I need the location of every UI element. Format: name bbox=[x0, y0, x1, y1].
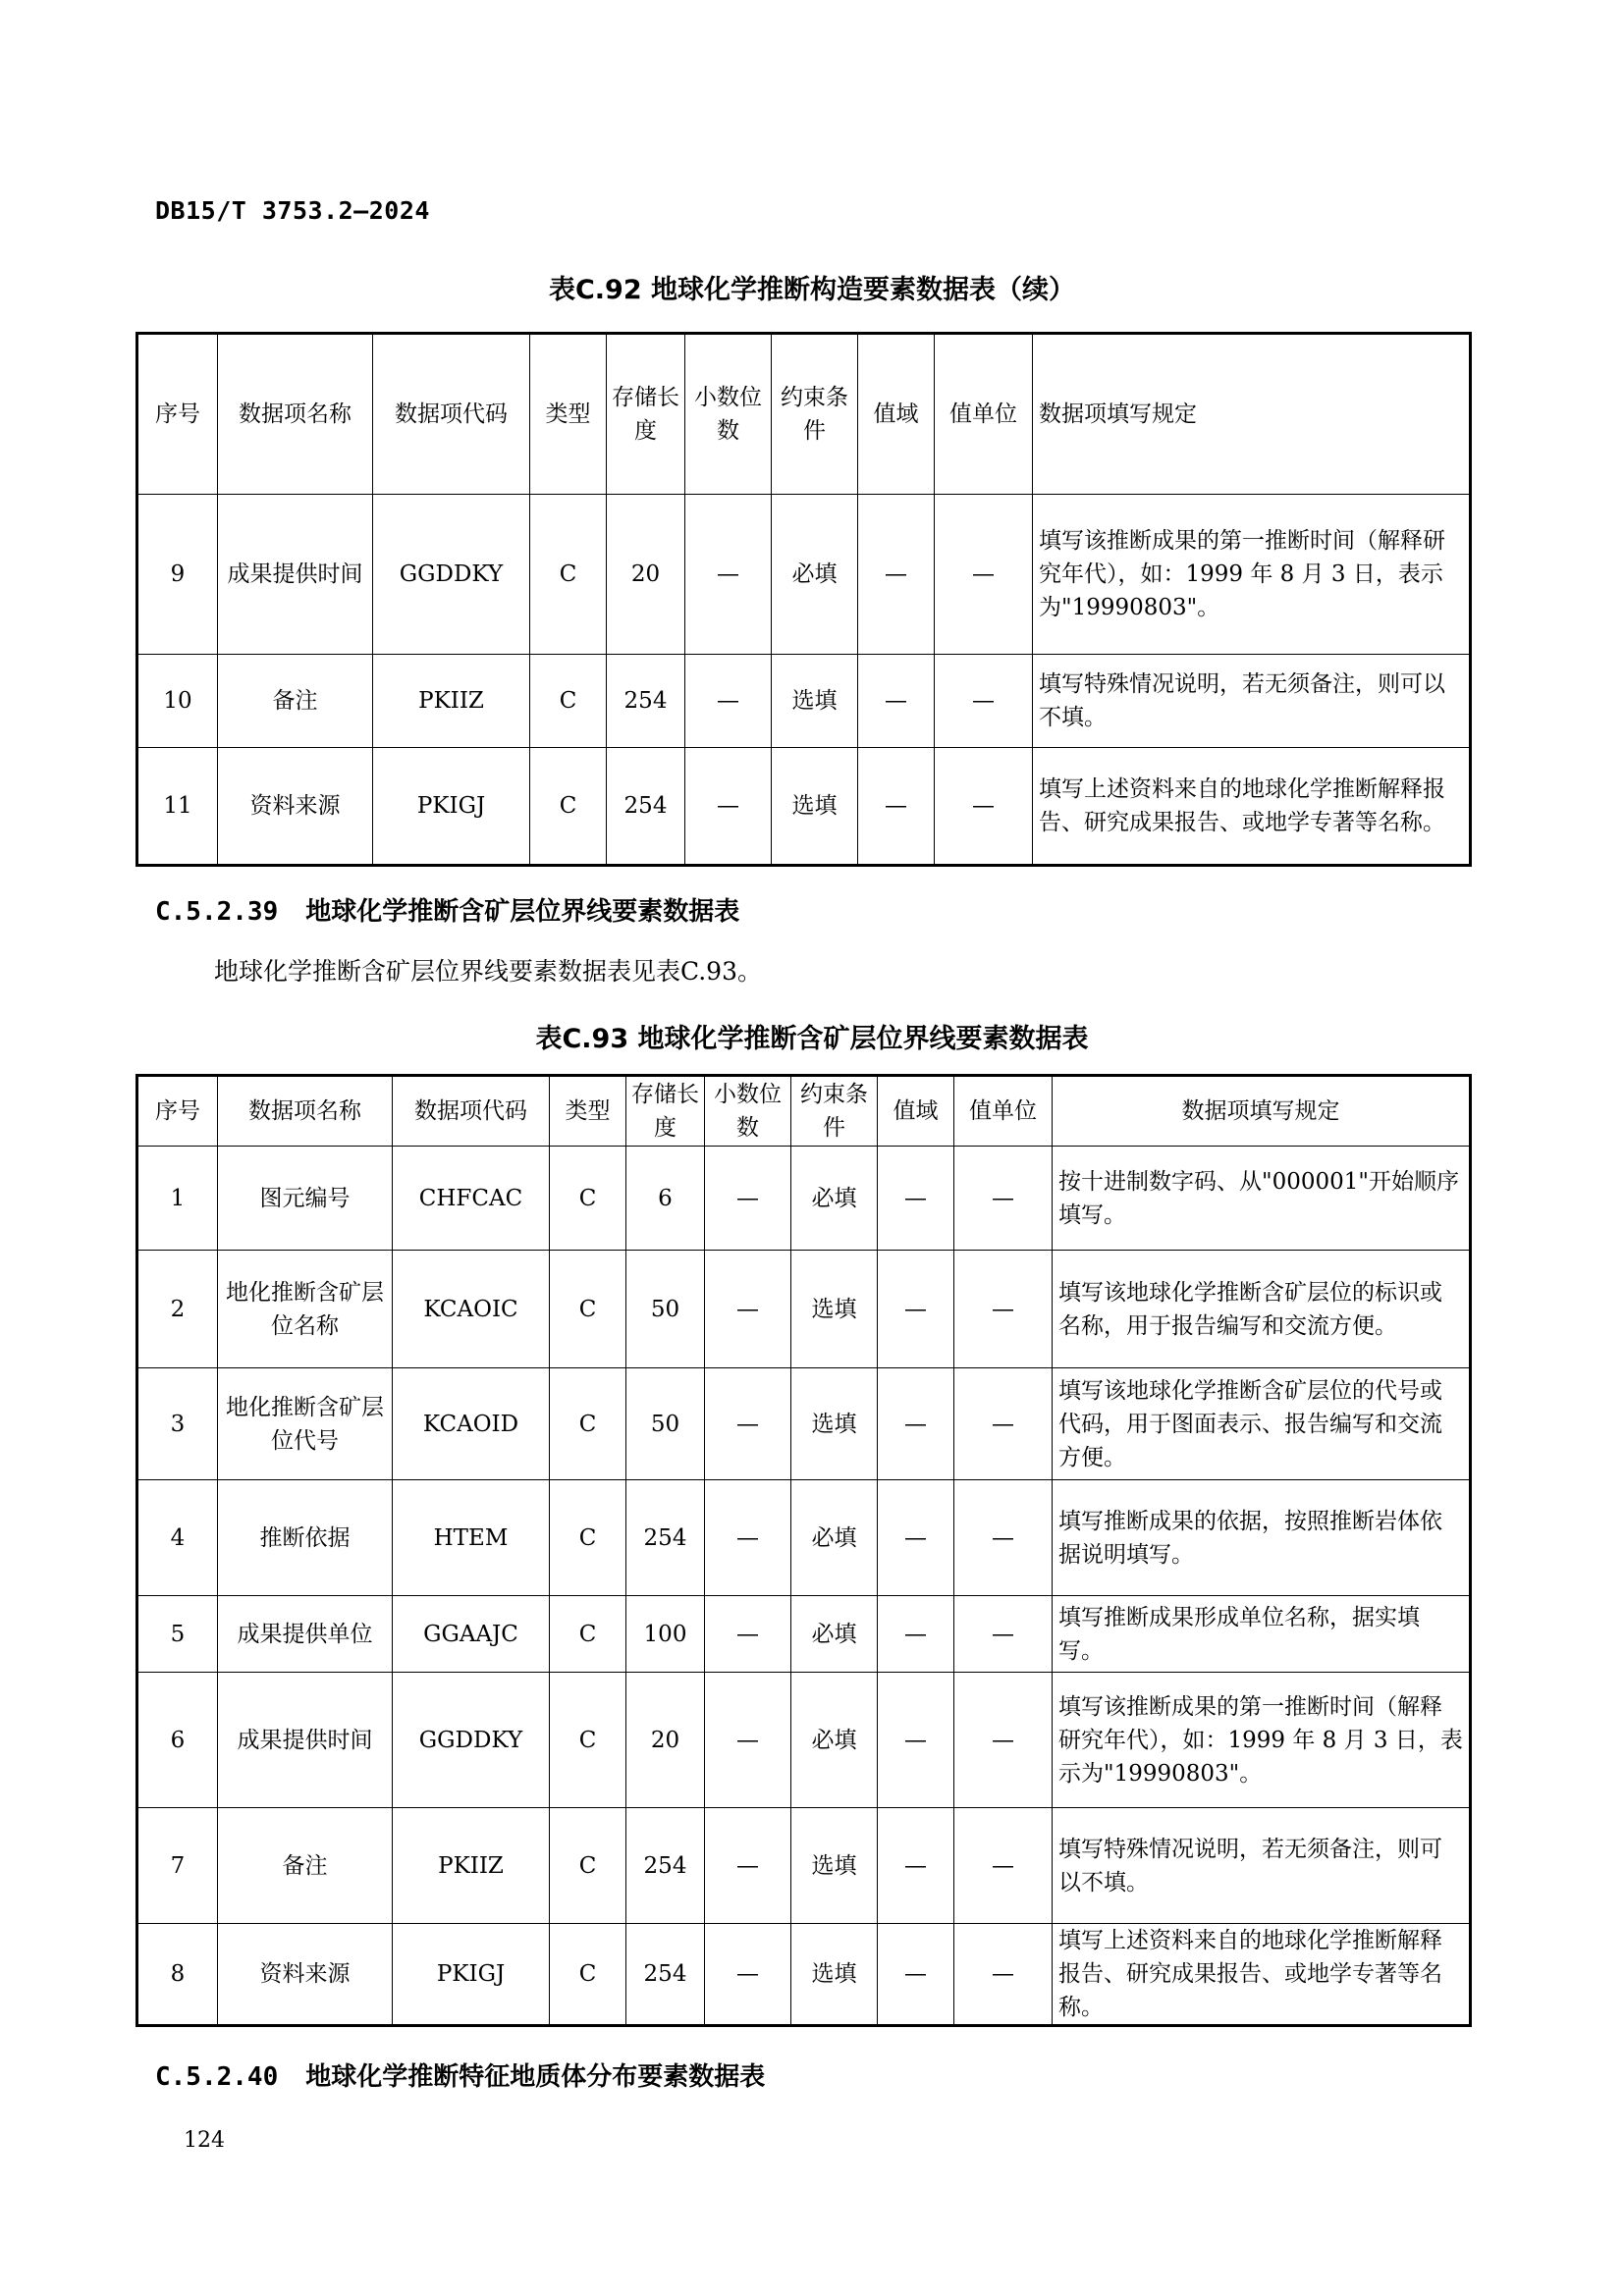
header-col-item-name: 数据项名称 bbox=[218, 334, 373, 495]
col-rule: 填写推断成果形成单位名称，据实填写。 bbox=[1053, 1596, 1471, 1673]
col-domain: — bbox=[878, 1251, 954, 1368]
col-unit: — bbox=[954, 1480, 1053, 1596]
col-constraint: 选填 bbox=[791, 1924, 878, 2026]
col-length: 50 bbox=[626, 1368, 705, 1480]
col-constraint: 必填 bbox=[791, 1147, 878, 1251]
col-domain: — bbox=[858, 495, 935, 655]
col-seq: 2 bbox=[137, 1251, 218, 1368]
col-rule: 按十进制数字码、从"000001"开始顺序填写。 bbox=[1053, 1147, 1471, 1251]
header-col-type: 类型 bbox=[530, 334, 607, 495]
header-col-domain: 值域 bbox=[858, 334, 935, 495]
col-domain: — bbox=[878, 1808, 954, 1924]
col-type: C bbox=[550, 1480, 626, 1596]
table-header-row bbox=[137, 1076, 1471, 1147]
header-col-item-code: 数据项代码 bbox=[373, 334, 530, 495]
section-number: C.5.2.40 bbox=[155, 2062, 279, 2092]
col-length: 254 bbox=[626, 1480, 705, 1596]
col-rule: 填写特殊情况说明，若无须备注，则可以不填。 bbox=[1053, 1808, 1471, 1924]
col-item-code: GGAAJC bbox=[393, 1596, 550, 1673]
col-decimals: — bbox=[705, 1808, 791, 1924]
col-constraint: 必填 bbox=[791, 1480, 878, 1596]
col-item-code: PKIGJ bbox=[393, 1924, 550, 2026]
col-item-code: KCAOID bbox=[393, 1368, 550, 1480]
table-caption-c93: 表C.93 地球化学推断含矿层位界线要素数据表 bbox=[535, 1024, 1089, 1054]
col-constraint: 选填 bbox=[791, 1251, 878, 1368]
col-item-code: CHFCAC bbox=[393, 1147, 550, 1251]
col-item-code: KCAOIC bbox=[393, 1251, 550, 1368]
col-constraint: 必填 bbox=[791, 1673, 878, 1808]
header-col-domain: 值域 bbox=[878, 1076, 954, 1147]
col-rule: 填写该地球化学推断含矿层位的标识或名称，用于报告编写和交流方便。 bbox=[1053, 1251, 1471, 1368]
col-item-name: 推断依据 bbox=[218, 1480, 393, 1596]
col-type: C bbox=[550, 1251, 626, 1368]
col-item-name: 地化推断含矿层位代号 bbox=[218, 1368, 393, 1480]
col-unit: — bbox=[935, 495, 1033, 655]
col-length: 50 bbox=[626, 1251, 705, 1368]
col-domain: — bbox=[858, 655, 935, 748]
table-row bbox=[137, 1251, 1471, 1368]
header-col-constraint: 约束条件 bbox=[791, 1076, 878, 1147]
col-seq: 3 bbox=[137, 1368, 218, 1480]
col-type: C bbox=[530, 748, 607, 866]
col-rule: 填写该推断成果的第一推断时间（解释研究年代），如：1999 年 8 月 3 日，表示为"19990803"。 bbox=[1033, 495, 1471, 655]
col-type: C bbox=[550, 1924, 626, 2026]
col-item-name: 成果提供单位 bbox=[218, 1596, 393, 1673]
col-item-name: 图元编号 bbox=[218, 1147, 393, 1251]
document-code: DB15/T 3753.2—2024 bbox=[155, 196, 430, 225]
col-item-name: 备注 bbox=[218, 1808, 393, 1924]
col-constraint: 选填 bbox=[772, 655, 858, 748]
table-c92 bbox=[135, 332, 1472, 867]
col-length: 254 bbox=[626, 1924, 705, 2026]
col-item-code: PKIGJ bbox=[373, 748, 530, 866]
header-col-seq: 序号 bbox=[137, 334, 218, 495]
col-seq: 1 bbox=[137, 1147, 218, 1251]
section-title: 地球化学推断特征地质体分布要素数据表 bbox=[305, 2062, 766, 2092]
col-type: C bbox=[550, 1147, 626, 1251]
col-length: 254 bbox=[607, 655, 685, 748]
col-item-code: PKIIZ bbox=[393, 1808, 550, 1924]
col-unit: — bbox=[954, 1673, 1053, 1808]
col-domain: — bbox=[878, 1480, 954, 1596]
col-seq: 5 bbox=[137, 1596, 218, 1673]
col-constraint: 选填 bbox=[772, 748, 858, 866]
section-number: C.5.2.39 bbox=[155, 897, 279, 927]
col-rule: 填写该推断成果的第一推断时间（解释研究年代），如：1999 年 8 月 3 日，表示为"19990803"。 bbox=[1053, 1673, 1471, 1808]
col-seq: 9 bbox=[137, 495, 218, 655]
col-decimals: — bbox=[705, 1147, 791, 1251]
col-rule: 填写特殊情况说明，若无须备注，则可以不填。 bbox=[1033, 655, 1471, 748]
col-unit: — bbox=[954, 1808, 1053, 1924]
header-col-type: 类型 bbox=[550, 1076, 626, 1147]
col-type: C bbox=[550, 1596, 626, 1673]
col-length: 6 bbox=[626, 1147, 705, 1251]
col-decimals: — bbox=[705, 1924, 791, 2026]
table-row bbox=[137, 1480, 1471, 1596]
header-col-length: 存储长度 bbox=[607, 334, 685, 495]
col-type: C bbox=[530, 655, 607, 748]
col-item-code: GGDDKY bbox=[393, 1673, 550, 1808]
col-decimals: — bbox=[705, 1480, 791, 1596]
col-length: 20 bbox=[607, 495, 685, 655]
col-decimals: — bbox=[685, 748, 772, 866]
col-unit: — bbox=[954, 1596, 1053, 1673]
table-header-row bbox=[137, 334, 1471, 495]
header-col-seq: 序号 bbox=[137, 1076, 218, 1147]
col-decimals: — bbox=[705, 1251, 791, 1368]
col-constraint: 选填 bbox=[791, 1368, 878, 1480]
col-seq: 6 bbox=[137, 1673, 218, 1808]
col-unit: — bbox=[954, 1251, 1053, 1368]
col-type: C bbox=[550, 1808, 626, 1924]
col-decimals: — bbox=[685, 655, 772, 748]
col-length: 254 bbox=[626, 1808, 705, 1924]
col-type: C bbox=[530, 495, 607, 655]
col-domain: — bbox=[878, 1673, 954, 1808]
col-item-name: 备注 bbox=[218, 655, 373, 748]
table-row bbox=[137, 655, 1471, 748]
header-col-constraint: 约束条件 bbox=[772, 334, 858, 495]
col-item-code: GGDDKY bbox=[373, 495, 530, 655]
col-rule: 填写上述资料来自的地球化学推断解释报告、研究成果报告、或地学专著等名称。 bbox=[1033, 748, 1471, 866]
col-unit: — bbox=[954, 1147, 1053, 1251]
col-constraint: 必填 bbox=[791, 1596, 878, 1673]
page-number: 124 bbox=[184, 2128, 225, 2153]
header-col-unit: 值单位 bbox=[954, 1076, 1053, 1147]
section-heading-c5240 bbox=[155, 2056, 765, 2093]
col-domain: — bbox=[878, 1924, 954, 2026]
col-item-name: 成果提供时间 bbox=[218, 1673, 393, 1808]
table-row bbox=[137, 1596, 1471, 1673]
col-constraint: 选填 bbox=[791, 1808, 878, 1924]
col-item-name: 资料来源 bbox=[218, 1924, 393, 2026]
col-domain: — bbox=[858, 748, 935, 866]
table-row bbox=[137, 1368, 1471, 1480]
col-seq: 7 bbox=[137, 1808, 218, 1924]
col-decimals: — bbox=[705, 1368, 791, 1480]
col-seq: 8 bbox=[137, 1924, 218, 2026]
col-rule: 填写推断成果的依据，按照推断岩体依据说明填写。 bbox=[1053, 1480, 1471, 1596]
col-unit: — bbox=[935, 655, 1033, 748]
header-col-unit: 值单位 bbox=[935, 334, 1033, 495]
col-type: C bbox=[550, 1673, 626, 1808]
header-col-rule: 数据项填写规定 bbox=[1033, 334, 1471, 495]
col-domain: — bbox=[878, 1368, 954, 1480]
header-col-decimals: 小数位数 bbox=[705, 1076, 791, 1147]
table-row bbox=[137, 1808, 1471, 1924]
col-seq: 10 bbox=[137, 655, 218, 748]
col-item-name: 成果提供时间 bbox=[218, 495, 373, 655]
col-unit: — bbox=[935, 748, 1033, 866]
col-decimals: — bbox=[685, 495, 772, 655]
col-seq: 4 bbox=[137, 1480, 218, 1596]
section-heading-c5239 bbox=[155, 891, 739, 928]
body-paragraph: 地球化学推断含矿层位界线要素数据表见表C.93。 bbox=[214, 957, 762, 986]
col-item-name: 地化推断含矿层位名称 bbox=[218, 1251, 393, 1368]
table-c93 bbox=[135, 1074, 1472, 2027]
col-seq: 11 bbox=[137, 748, 218, 866]
table-caption-c92: 表C.92 地球化学推断构造要素数据表（续） bbox=[548, 275, 1076, 305]
header-col-item-code: 数据项代码 bbox=[393, 1076, 550, 1147]
col-item-name: 资料来源 bbox=[218, 748, 373, 866]
header-col-item-name: 数据项名称 bbox=[218, 1076, 393, 1147]
table-row bbox=[137, 1673, 1471, 1808]
col-rule: 填写该地球化学推断含矿层位的代号或代码，用于图面表示、报告编写和交流方便。 bbox=[1053, 1368, 1471, 1480]
table-row bbox=[137, 1924, 1471, 2026]
table-row bbox=[137, 1147, 1471, 1251]
header-col-rule: 数据项填写规定 bbox=[1053, 1076, 1471, 1147]
col-unit: — bbox=[954, 1924, 1053, 2026]
col-decimals: — bbox=[705, 1596, 791, 1673]
col-length: 100 bbox=[626, 1596, 705, 1673]
table-row bbox=[137, 748, 1471, 866]
col-constraint: 必填 bbox=[772, 495, 858, 655]
col-item-code: PKIIZ bbox=[373, 655, 530, 748]
col-unit: — bbox=[954, 1368, 1053, 1480]
col-length: 254 bbox=[607, 748, 685, 866]
col-rule: 填写上述资料来自的地球化学推断解释报告、研究成果报告、或地学专著等名称。 bbox=[1053, 1924, 1471, 2026]
header-col-decimals: 小数位数 bbox=[685, 334, 772, 495]
section-title: 地球化学推断含矿层位界线要素数据表 bbox=[305, 897, 740, 927]
col-length: 20 bbox=[626, 1673, 705, 1808]
col-decimals: — bbox=[705, 1673, 791, 1808]
col-type: C bbox=[550, 1368, 626, 1480]
table-row bbox=[137, 495, 1471, 655]
col-item-code: HTEM bbox=[393, 1480, 550, 1596]
header-col-length: 存储长度 bbox=[626, 1076, 705, 1147]
col-domain: — bbox=[878, 1596, 954, 1673]
col-domain: — bbox=[878, 1147, 954, 1251]
